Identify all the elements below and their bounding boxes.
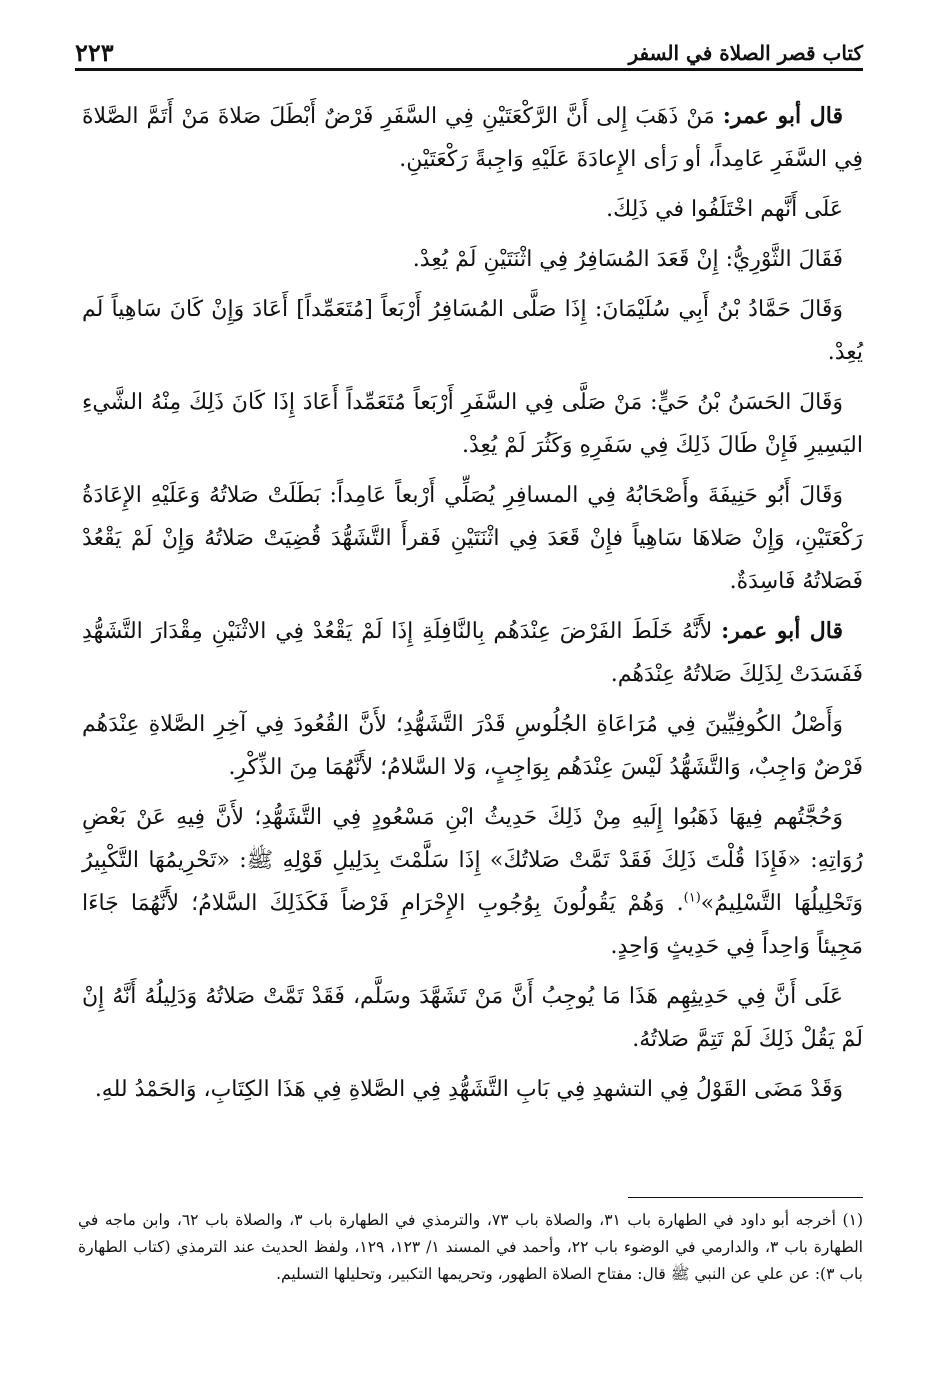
speaker-label: قال أبو عمر: bbox=[721, 618, 843, 644]
paragraph-text: وَقَالَ الحَسَنُ بْنُ حَيٍّ: مَنْ صَلَّى فِي السَّفَرِ أَرْبَعاً مُتَعَمِّداً أَعَادَ إِذَا كَانَ ذَلِكَ مِنْهُ الشَّيءِ اليَسِيرِ فَإِنْ طَالَ ذَلِكَ فِي سَفَرِهِ وَكَثُرَ لَمْ يُعِدْ. bbox=[82, 390, 863, 458]
paragraph-text: لأَنَّهُ خَلَطَ الفَرْضَ عِنْدَهُم بِالنَّافِلَةِ إِذَا لَمْ يَقْعُدْ فِي الاثْنَيْنِ مِقْدَارَ التَّشَهُّدِ فَفَسَدَتْ لِذَلِكَ صَلاتُهُ عِنْدَهُم. bbox=[82, 619, 863, 687]
footnote-reference[interactable]: (١) bbox=[683, 890, 701, 906]
paragraph-text: فَقَالَ الثَّوْرِيُّ: إِنْ قَعَدَ المُسَافِرُ فِي اثْنَتَيْنِ لَمْ يُعِدْ. bbox=[412, 247, 843, 272]
paragraph-text: مَنْ ذَهَبَ إِلى أَنَّ الرَّكْعَتَيْنِ فِي السَّفَرِ فَرْضٌ أَبْطَلَ صَلاةَ مَنْ أَتَمَّ الصَّلاةَ فِي السَّفَرِ عَامِداً، أو رَأى الإِعادَةَ عَلَيْهِ وَاجِبةً رَكْعَتَيْنِ. bbox=[82, 104, 863, 172]
paragraph bbox=[82, 796, 863, 968]
paragraph bbox=[82, 1068, 863, 1111]
paragraph-text: وَأَصْلُ الكُوفِيِّينَ فِي مُرَاعَاةِ الجُلُوسِ قَدْرَ التَّشَهُّدِ؛ لأَنَّ القُعُودَ فِي آخِرِ الصَّلاةِ عِنْدَهُم فَرْضٌ وَاجِبٌ، وَالتَّشَهُّدُ لَيْسَ عِنْدَهُم بِوَاجِبٍ، وَلا السَّلامُ؛ لأَنَّهُمَا مِنَ الذِّكْرِ. bbox=[82, 712, 863, 780]
paragraph bbox=[82, 703, 863, 789]
header-rule bbox=[75, 68, 863, 71]
paragraph-text: عَلَى أَنَّهم اخْتَلَفُوا في ذَلِكَ. bbox=[606, 197, 843, 222]
paragraph-text: وَقَالَ حَمَّادُ بْنُ أَبِي سُلَيْمَانَ: إِذَا صَلَّى المُسَافِرُ أَرْبَعاً [مُتَعَمِّداً] أَعَادَ وَإِنْ كَانَ سَاهِياً لَم يُعِدْ. bbox=[82, 297, 863, 365]
paragraph bbox=[82, 288, 863, 374]
paragraph bbox=[82, 188, 863, 231]
paragraph-text: وَقَدْ مَضَى القَوْلُ فِي التشهدِ فِي بَابِ التَّشَهُّدِ فِي الصَّلاةِ فِي هَذَا الكِتَابِ، وَالحَمْدُ للهِ. bbox=[94, 1077, 843, 1102]
paragraph bbox=[82, 238, 863, 281]
paragraph bbox=[82, 474, 863, 603]
paragraph bbox=[82, 975, 863, 1061]
footnote-rule bbox=[628, 1197, 863, 1198]
page-number: ٢٢٣ bbox=[75, 38, 114, 67]
paragraph-text: وَحُجَّتُهم فِيهَا ذَهَبُوا إِلَيهِ مِنْ ذَلِكَ حَدِيثُ ابْنِ مَسْعُودٍ فِي التَّشَهُّدِ؛ لأَنَّ فِيهِ عَنْ بَعْضِ رُوَاتِهِ: «فَإِذَا قُلْتَ ذَلِكَ فَقَدْ تَمَّتْ صَلاتُكَ» إِذَا سَلَّمْتَ بِدَلِيلِ قَوْلِهِ ﷺ: «تَحْرِيمُهَا التَّكْبِيرُ وَتَحْلِيلُهَا التَّسْلِيمُ» bbox=[82, 805, 864, 916]
page-header bbox=[75, 28, 863, 66]
speaker-label: قال أبو عمر: bbox=[722, 103, 843, 129]
body-text bbox=[82, 95, 863, 1118]
running-title: كتاب قصر الصلاة في السفر bbox=[628, 41, 863, 65]
paragraph-text: وَقَالَ أَبُو حَنِيفَةَ وأَصْحَابُهُ فِي المسافِرِ يُصَلِّي أَرْبعاً عَامِداً: بَطَلَتْ صَلاتُهُ وَعَلَيْهِ الإِعَادَةُ رَكْعَتَيْنِ، وَإِنْ صَلاهَا سَاهِياً فإِنْ قَعَدَ فِي اثْنَتَيْنِ فَقرأَ التَّشَهُّدَ قُضِيَتْ صَلاتُهُ وَإِنْ لَمْ يَقْعُدْ فَصَلاتُهُ فَاسِدَةٌ. bbox=[82, 483, 863, 594]
paragraph bbox=[82, 610, 863, 696]
paragraph bbox=[82, 95, 863, 181]
paragraph-text-continued: . وَهُمْ يَقُولُونَ بِوُجُوبِ الإِحْرَامِ فَرْضاً فَكَذَلِكَ السَّلامُ؛ لأَنَّهُمَا جَاءَا مَجِيئاً وَاحِداً فِي حَدِيثٍ وَاحِدٍ. bbox=[82, 891, 863, 959]
paragraph-text: عَلَى أَنَّ فِي حَدِيثِهِم هَذَا مَا يُوجِبُ أَنَّ مَنْ تَشَهَّدَ وسَلَّم، فَقَدْ تَمَّتْ صَلاتُهُ وَدَلِيلُهُ أَنَّهُ إِنْ لَمْ يَقُلْ ذَلِكَ لَمْ تَتِمَّ صَلاتُهُ. bbox=[82, 984, 863, 1052]
paragraph bbox=[82, 381, 863, 467]
footnote: (١) أخرجه أبو داود في الطهارة باب ٣١، والصلاة باب ٧٣، والترمذي في الطهارة باب ٣، والصلاة باب ٦٢، وابن ماجه في الطهارة باب ٣، والدارمي في الوضوء باب ٢٢، وأحمد في المسند ١/ ١٢٣، ١٢٩، ولفظ الحديث عند الترمذي (كتاب الطهارة باب ٣): عن علي عن النبي ﷺ قال: مفتاح الصلاة الطهور، وتحريمها التكبير، وتحليلها التسليم. bbox=[78, 1211, 863, 1283]
